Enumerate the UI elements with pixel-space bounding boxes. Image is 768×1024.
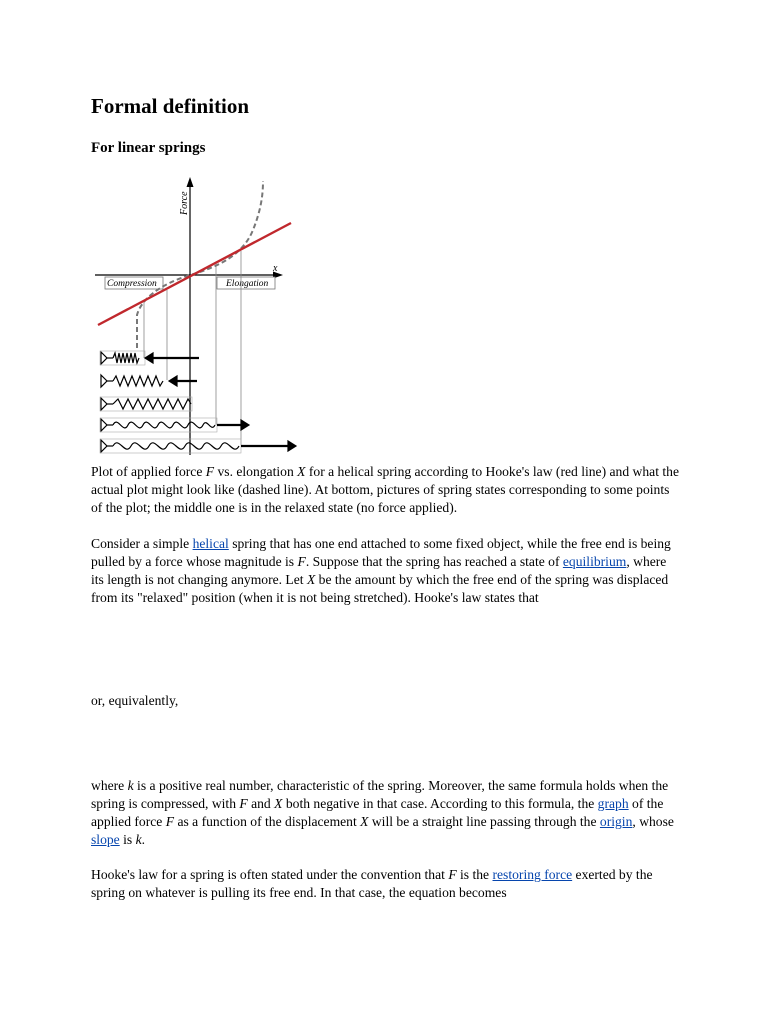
paragraph-text: , whose <box>632 814 674 829</box>
paragraph-3 <box>91 777 681 849</box>
var-X: X <box>360 814 369 829</box>
paragraph-text: is the <box>456 867 493 882</box>
subsection-heading: For linear springs <box>91 140 206 156</box>
paragraph-text: of the applied force <box>91 796 664 829</box>
spring-state-compressed-strong <box>100 351 199 365</box>
paragraph-text: where <box>91 778 128 793</box>
helical-link[interactable]: helical <box>192 536 229 551</box>
paragraph-text: is <box>119 832 136 847</box>
spring-state-stretched <box>100 418 249 432</box>
y-axis-label: Force <box>179 191 190 215</box>
paragraph-text: be the amount by which the free end of the spring was displaced from its "relaxed" position (when it is not being stretched). Hooke's law states that <box>91 572 669 605</box>
hookes-law-figure <box>93 175 305 460</box>
origin-link[interactable]: origin <box>599 814 633 829</box>
spring-state-compressed <box>101 375 197 387</box>
paragraph-text: or, equivalently, <box>91 693 179 708</box>
spring-state-stretched-strong <box>100 439 296 453</box>
paragraph-text: Hooke's law for a spring is often stated under the convention that <box>91 867 449 882</box>
paragraph-text: will be a straight line passing through the <box>368 814 600 829</box>
var-F: F <box>205 464 215 479</box>
paragraph-2 <box>91 692 681 710</box>
var-X: X <box>306 572 316 587</box>
hookes-law-line <box>98 223 291 325</box>
graph-link[interactable]: graph <box>597 796 629 811</box>
slope-link[interactable]: slope <box>91 832 120 847</box>
paragraph-text: both negative in that case. According to this formula, the <box>282 796 598 811</box>
paragraph-text: Consider a simple <box>91 536 193 551</box>
paragraph-text: . Suppose that the spring has reached a state of <box>305 554 563 569</box>
var-X: X <box>274 796 283 811</box>
paragraph-text: and <box>247 796 275 811</box>
axes <box>95 177 283 455</box>
paragraph-text: exerted by the spring on whatever is pulling its free end. In that case, the equation becomes <box>91 867 653 900</box>
var-F: F <box>165 814 175 829</box>
paragraph-text: is a positive real number, characteristic of the spring. Moreover, the same formula holds when the spring is compressed, with <box>91 778 669 811</box>
paragraph-text: , where its length is not changing anymore. Let <box>91 554 667 587</box>
equilibrium-link[interactable]: equilibrium <box>562 554 627 569</box>
y-axis-arrowhead <box>187 177 194 187</box>
caption-text: vs. elongation <box>214 464 298 479</box>
paragraph-text: spring that has one end attached to some fixed object, while the free end is being pulled by a force whose magnitude is <box>91 536 671 569</box>
actual-curve <box>137 181 263 348</box>
var-k: k <box>127 778 134 793</box>
var-F: F <box>297 554 306 569</box>
restoring-force-link[interactable]: restoring force <box>492 867 573 882</box>
paragraph-text: as a function of the displacement <box>174 814 361 829</box>
section-heading: Formal definition <box>91 94 250 118</box>
var-X: X <box>297 464 306 479</box>
hookes-law-diagram <box>93 175 305 460</box>
paragraph-1 <box>91 535 681 607</box>
var-F: F <box>448 867 457 882</box>
caption-text: for a helical spring according to Hooke's law (red line) and what the actual plot might look like (dashed line). At bottom, pictures of spring states corresponding to some points of the plot; the middle one is in the relaxed state (no force applied). <box>91 464 679 515</box>
spring-states <box>100 351 296 453</box>
figure-caption <box>91 463 681 517</box>
elongation-label: Elongation <box>226 279 269 289</box>
var-F: F <box>239 796 248 811</box>
x-axis-label: x <box>273 263 278 274</box>
compression-label: Compression <box>107 279 157 289</box>
caption-text: Plot of applied force <box>91 464 206 479</box>
spring-state-relaxed <box>100 397 192 411</box>
var-k: k <box>135 832 142 847</box>
paragraph-4 <box>91 866 681 902</box>
paragraph-text: . <box>141 832 146 847</box>
